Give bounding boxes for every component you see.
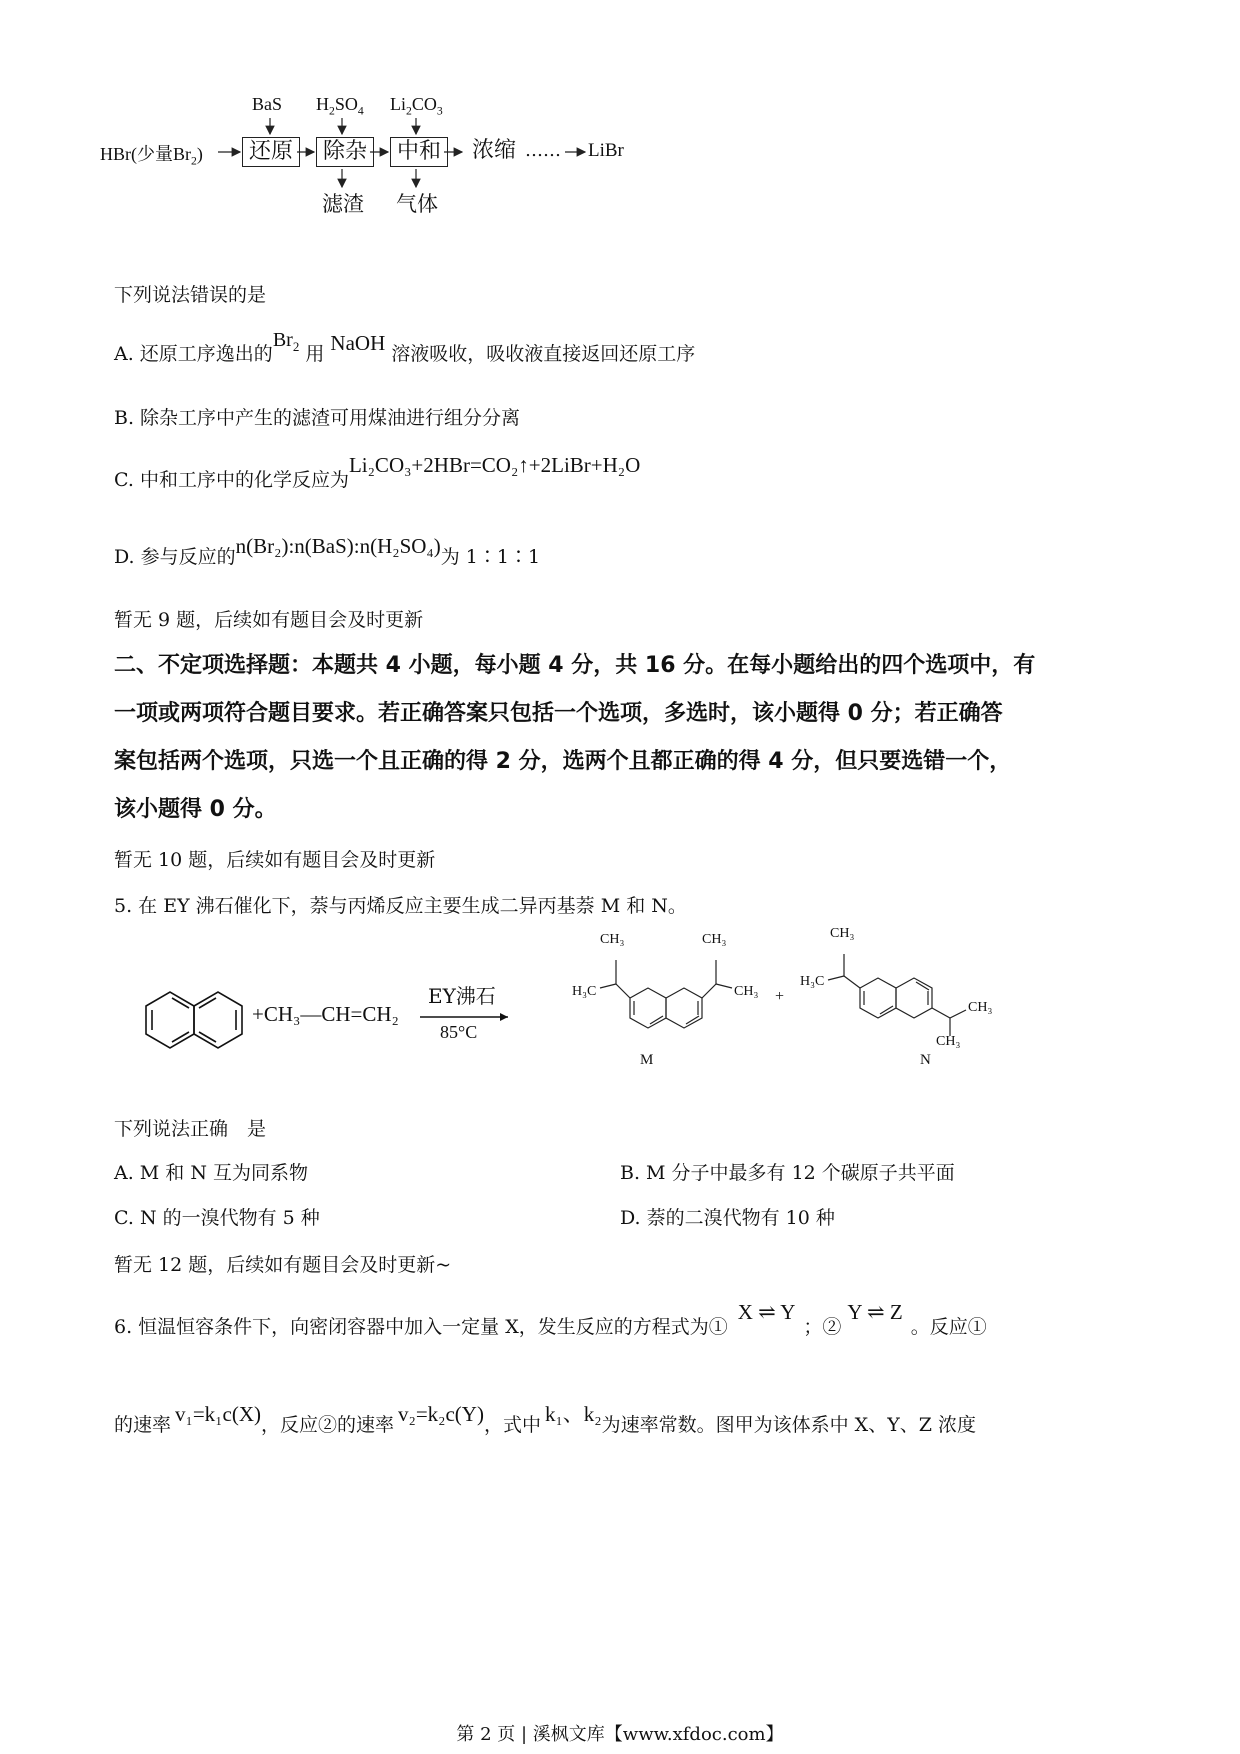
q4-option-a — [114, 329, 696, 374]
q4-c-equation: Li₂CO₃+2HBr=CO₂↑+2LiBr+H₂O — [348, 453, 641, 477]
label-m: M — [640, 1052, 654, 1068]
q6-line-2 — [114, 1402, 976, 1438]
q4-a-naoh: NaOH — [330, 331, 386, 355]
flow-start-sub: 2 — [191, 154, 197, 168]
q6-line2-b: ，反应②的速率 — [260, 1414, 394, 1436]
h2so4-h: H — [316, 94, 329, 114]
flow-concentrate: 浓缩 — [472, 138, 517, 163]
q4-a-br: $Br_2$ — [272, 329, 300, 354]
q4-d-equation: n(Br₂):n(BaS):n(H₂SO₄) — [235, 534, 441, 558]
notice-q9: 暂无 9 题，后续如有题目会及时更新 — [114, 609, 424, 631]
li2co3-li: Li — [390, 94, 406, 114]
n-ch3-bottom: CH₃ — [936, 1034, 961, 1049]
flow-product: LiBr — [588, 140, 624, 161]
flow-gas: 气体 — [396, 192, 438, 216]
q5-option-d: D. 萘的二溴代物有 10 种 — [620, 1207, 835, 1229]
li2co3-sub: 2 — [406, 104, 412, 118]
molecule-n-structure — [828, 954, 966, 1036]
notice-q10: 暂无 10 题，后续如有题目会及时更新 — [114, 849, 436, 871]
n-ch3-right: CH₃ — [968, 1000, 993, 1015]
process-flow-diagram — [100, 92, 720, 222]
naphthalene-structure — [146, 992, 242, 1048]
q5-sub-stem: 下列说法正确 是 — [114, 1118, 267, 1140]
n-h3c-left: H₃C — [800, 974, 825, 989]
section2-line-3: 案包括两个选项，只选一个且正确的得 2 分，选两个且都正确的得 4 分，但只要选错一个， — [114, 749, 1012, 774]
section2-line-4: 该小题得 0 分。 — [114, 797, 277, 822]
q5-option-b: B. M 分子中最多有 12 个碳原子共平面 — [620, 1162, 955, 1184]
catalyst-label: EY沸石 — [428, 984, 496, 1008]
flow-start — [100, 140, 203, 168]
q4-c-pre: C. 中和工序中的化学反应为 — [114, 469, 349, 491]
m-ch3-top-right: CH₃ — [702, 932, 727, 947]
flow-start-end: ) — [196, 144, 203, 164]
box-reduction: 还原 — [242, 137, 300, 167]
q4-a-br-text: Br — [272, 329, 293, 351]
molecule-m-structure — [600, 960, 732, 1028]
q4-option-b: B. 除杂工序中产生的滤渣可用煤油进行组分分离 — [114, 407, 521, 429]
q6-line-1 — [114, 1300, 987, 1340]
q4-option-d — [114, 534, 541, 570]
q4-d-pre: D. 参与反应的 — [114, 546, 236, 568]
q4-a-mid: 用 — [305, 343, 325, 365]
section2-line-1: 二、不定项选择题：本题共 4 小题，每小题 4 分，共 16 分。在每小题给出的四个选项中，有 — [114, 653, 1036, 678]
q4-a-pre: A. 还原工序逸出的 — [114, 343, 273, 365]
box-neutralization: 中和 — [390, 137, 448, 167]
li2co3-sub3: 3 — [436, 104, 443, 118]
box-purification: 除杂 — [316, 137, 374, 167]
section2-line-2: 一项或两项符合题目要求。若正确答案只包括一个选项，多选时，该小题得 0 分；若正确答 — [114, 701, 1003, 726]
q4-stem: 下列说法错误的是 — [114, 284, 267, 306]
q4-a-post: 溶液吸收，吸收液直接返回还原工序 — [391, 343, 696, 365]
q6-equation-1: X ⇌ Y — [737, 1300, 796, 1324]
propene-reagent: +CH₃—CH=CH₂ — [252, 1002, 399, 1026]
m-h3c-left: H₃C — [572, 984, 597, 999]
flow-residue: 滤渣 — [322, 192, 364, 216]
section2-instructions — [114, 651, 1035, 825]
products-plus: + — [775, 988, 785, 1005]
h2so4-sub: 2 — [329, 104, 335, 118]
notice-q12: 暂无 12 题，后续如有题目会及时更新~ — [114, 1254, 452, 1276]
label-n: N — [920, 1052, 931, 1068]
reaction-scheme — [100, 926, 1060, 1090]
q5-option-c: C. N 的一溴代物有 5 种 — [114, 1207, 320, 1229]
q6-rate-constants: k₁、k₂ — [544, 1402, 602, 1426]
q6-line2-a: 的速率 — [114, 1414, 172, 1436]
h2so4-so: SO — [334, 94, 358, 114]
li2co3-co: CO — [411, 94, 437, 114]
q6-rate-2: v₂=k₂c(Y) — [398, 1402, 484, 1426]
h2so4-sub4: 4 — [357, 104, 364, 118]
flow-start-text: HBr(少量Br — [100, 144, 191, 164]
reaction-structures — [100, 930, 1060, 1090]
reagent-h2so4 — [316, 94, 364, 118]
m-ch3-top-left: CH₃ — [600, 932, 625, 947]
reagent-li2co3 — [390, 94, 443, 118]
flow-dots: …… — [525, 140, 561, 161]
q4-option-c — [114, 453, 641, 493]
q5-option-a: A. M 和 N 互为同系物 — [114, 1162, 308, 1184]
temperature-label: 85°C — [440, 1022, 478, 1042]
q6-line1-post: 。反应① — [910, 1316, 987, 1338]
q6-rate-1: v₁=k₁c(X) — [175, 1402, 261, 1426]
q6-separator: ；② — [803, 1316, 842, 1338]
n-ch3-top: CH₃ — [830, 926, 855, 941]
m-ch3-right: CH₃ — [734, 984, 759, 999]
q4-d-post: 为 1∶1∶1 — [440, 546, 541, 568]
reagent-bas: BaS — [252, 94, 283, 114]
page-footer: 第 2 页 | 溪枫文库【www.xfdoc.com】 — [456, 1724, 784, 1745]
q6-line1-pre: 6. 恒温恒容条件下，向密闭容器中加入一定量 X，发生反应的方程式为① — [114, 1316, 728, 1338]
q5-stem: 5. 在 EY 沸石催化下，萘与丙烯反应主要生成二异丙基萘 M 和 N。 — [114, 895, 687, 917]
q6-line2-d: 为速率常数。图甲为该体系中 X、Y、Z 浓度 — [601, 1414, 976, 1436]
q6-line2-c: ，式中 — [483, 1414, 541, 1436]
q6-equation-2: Y ⇌ Z — [847, 1300, 903, 1324]
